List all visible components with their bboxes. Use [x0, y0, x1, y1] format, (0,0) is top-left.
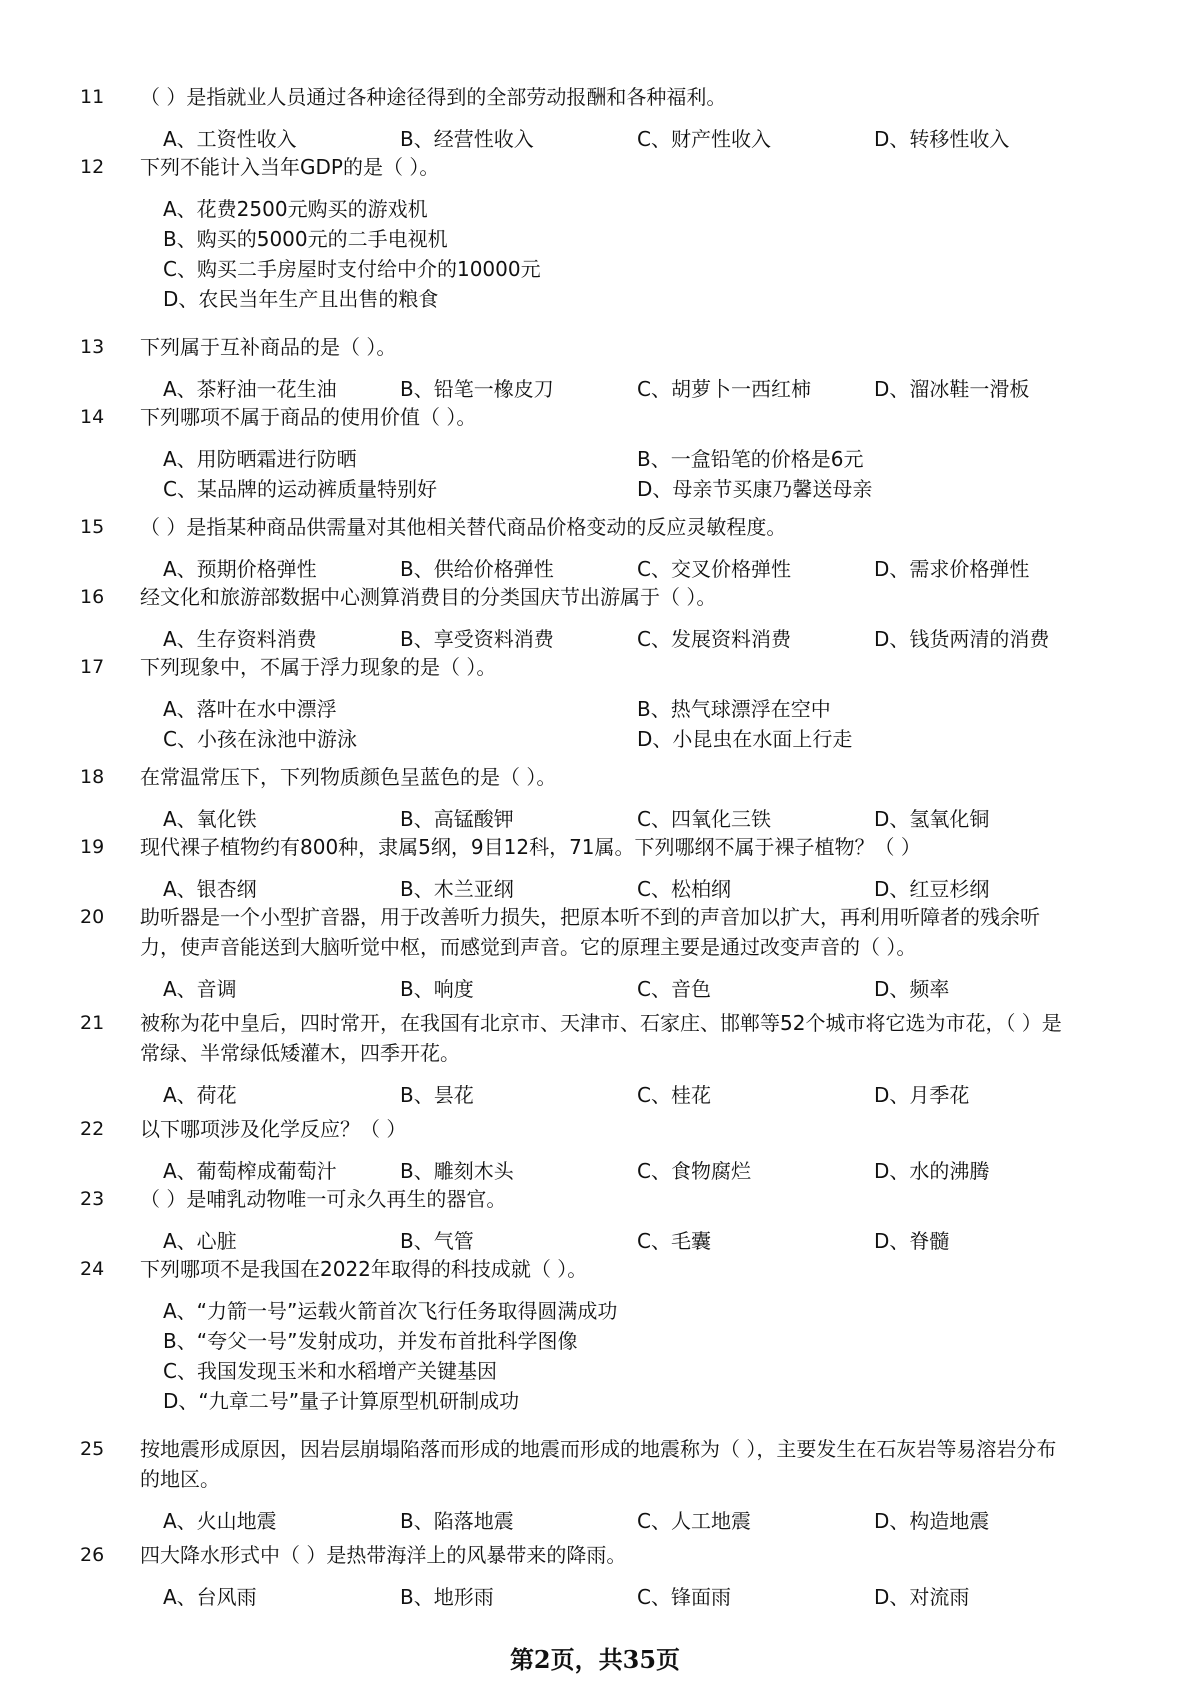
question-number: 14 — [80, 406, 105, 428]
option-b: B、雕刻木头 — [400, 1159, 514, 1183]
option-c: C、我国发现玉米和水稻增产关键基因 — [163, 1359, 497, 1383]
option-c: C、毛囊 — [637, 1229, 711, 1253]
option-a: A、用防晒霜进行防晒 — [163, 447, 357, 471]
question-text: 下列不能计入当年GDP的是（ ）。 — [140, 155, 440, 179]
option-d: D、水的沸腾 — [874, 1159, 990, 1183]
option-c: C、交叉价格弹性 — [637, 557, 791, 581]
option-d: D、脊髓 — [874, 1229, 950, 1253]
option-d: D、农民当年生产且出售的粮食 — [163, 287, 439, 311]
question-12 — [0, 152, 1190, 314]
option-c: C、小孩在泳池中游泳 — [163, 727, 357, 751]
question-text: 四大降水形式中（ ）是热带海洋上的风暴带来的降雨。 — [140, 1543, 627, 1567]
question-number: 18 — [80, 766, 105, 788]
option-a: A、落叶在水中漂浮 — [163, 697, 337, 721]
option-a: A、音调 — [163, 977, 237, 1001]
option-d: D、对流雨 — [874, 1585, 970, 1609]
question-25 — [0, 1434, 1190, 1536]
question-11 — [0, 82, 1190, 154]
option-a: A、氧化铁 — [163, 807, 257, 831]
option-d: D、氢氧化铜 — [874, 807, 990, 831]
option-a: A、“力箭一号”运载火箭首次飞行任务取得圆满成功 — [163, 1299, 618, 1323]
page-footer: 第2页，共35页 — [509, 1645, 681, 1674]
question-text: 下列哪项不属于商品的使用价值（ ）。 — [140, 405, 477, 429]
option-b: B、经营性收入 — [400, 127, 534, 151]
option-b: B、供给价格弹性 — [400, 557, 554, 581]
option-a: A、花费2500元购买的游戏机 — [163, 197, 428, 221]
question-text: 在常温常压下，下列物质颜色呈蓝色的是（ ）。 — [140, 765, 557, 789]
question-number: 17 — [80, 656, 105, 678]
question-number: 13 — [80, 336, 105, 358]
option-b: B、享受资料消费 — [400, 627, 554, 651]
option-d: D、钱货两清的消费 — [874, 627, 1050, 651]
question-text: 经文化和旅游部数据中心测算消费目的分类国庆节出游属于（ ）。 — [140, 585, 717, 609]
option-c: C、胡萝卜一西红柿 — [637, 377, 811, 401]
question-20 — [0, 902, 1190, 1004]
option-a: A、心脏 — [163, 1229, 237, 1253]
option-b: B、铅笔一橡皮刀 — [400, 377, 554, 401]
option-d: D、溜冰鞋一滑板 — [874, 377, 1030, 401]
question-number: 22 — [80, 1118, 105, 1140]
question-text: 下列属于互补商品的是（ ）。 — [140, 335, 397, 359]
question-number: 16 — [80, 586, 105, 608]
question-text: 下列现象中，不属于浮力现象的是（ ）。 — [140, 655, 497, 679]
question-text: 被称为花中皇后，四时常开，在我国有北京市、天津市、石家庄、邯郸等52个城市将它选为市花，（ ）是常绿、半常绿低矮灌木，四季开花。 — [140, 1011, 1062, 1065]
option-c: C、发展资料消费 — [637, 627, 791, 651]
option-b: B、木兰亚纲 — [400, 877, 514, 901]
question-19 — [0, 832, 1190, 904]
option-d: D、红豆杉纲 — [874, 877, 990, 901]
question-13 — [0, 332, 1190, 404]
question-text: 以下哪项涉及化学反应？（ ） — [140, 1117, 407, 1141]
question-15 — [0, 512, 1190, 584]
question-24 — [0, 1254, 1190, 1416]
option-a: A、预期价格弹性 — [163, 557, 317, 581]
question-number: 23 — [80, 1188, 105, 1210]
question-26 — [0, 1540, 1190, 1612]
option-b: B、响度 — [400, 977, 474, 1001]
option-a: A、工资性收入 — [163, 127, 297, 151]
option-b: B、一盒铅笔的价格是6元 — [637, 447, 864, 471]
question-number: 24 — [80, 1258, 105, 1280]
option-d: D、“九章二号”量子计算原型机研制成功 — [163, 1389, 520, 1413]
option-c: C、音色 — [637, 977, 711, 1001]
option-c: C、四氧化三铁 — [637, 807, 771, 831]
option-c: C、桂花 — [637, 1083, 711, 1107]
option-b: B、地形雨 — [400, 1585, 494, 1609]
option-a: A、火山地震 — [163, 1509, 277, 1533]
question-number: 15 — [80, 516, 105, 538]
option-c: C、锋面雨 — [637, 1585, 731, 1609]
option-b: B、高锰酸钾 — [400, 807, 514, 831]
question-text: 下列哪项不是我国在2022年取得的科技成就（ ）。 — [140, 1257, 588, 1281]
option-c: C、购买二手房屋时支付给中介的10000元 — [163, 257, 541, 281]
question-number: 21 — [80, 1012, 105, 1034]
option-a: A、台风雨 — [163, 1585, 257, 1609]
question-18 — [0, 762, 1190, 834]
option-b: B、购买的5000元的二手电视机 — [163, 227, 448, 251]
question-text: 助听器是一个小型扩音器，用于改善听力损失，把原本听不到的声音加以扩大，再利用听障者的残余听力，使声音能送到大脑听觉中枢，而感觉到声音。它的原理主要是通过改变声音的（ ）。 — [140, 905, 1040, 959]
option-d: D、母亲节买康乃馨送母亲 — [637, 477, 873, 501]
option-d: D、小昆虫在水面上行走 — [637, 727, 853, 751]
option-d: D、构造地震 — [874, 1509, 990, 1533]
option-a: A、银杏纲 — [163, 877, 257, 901]
question-number: 20 — [80, 906, 105, 928]
question-number: 19 — [80, 836, 105, 858]
question-text: 现代裸子植物约有800种，隶属5纲，9目12科，71属。下列哪纲不属于裸子植物？（ ） — [140, 835, 921, 859]
question-text: （ ）是指某种商品供需量对其他相关替代商品价格变动的反应灵敏程度。 — [140, 515, 787, 539]
option-a: A、荷花 — [163, 1083, 237, 1107]
option-b: B、热气球漂浮在空中 — [637, 697, 831, 721]
option-b: B、气管 — [400, 1229, 474, 1253]
question-14 — [0, 402, 1190, 504]
option-b: B、“夸父一号”发射成功，并发布首批科学图像 — [163, 1329, 578, 1353]
option-b: B、陷落地震 — [400, 1509, 514, 1533]
question-number: 11 — [80, 86, 105, 108]
question-22 — [0, 1114, 1190, 1186]
option-a: A、茶籽油一花生油 — [163, 377, 337, 401]
option-d: D、月季花 — [874, 1083, 970, 1107]
question-text: （ ）是指就业人员通过各种途径得到的全部劳动报酬和各种福利。 — [140, 85, 727, 109]
question-number: 12 — [80, 156, 105, 178]
option-c: C、松柏纲 — [637, 877, 731, 901]
option-d: D、转移性收入 — [874, 127, 1010, 151]
option-c: C、财产性收入 — [637, 127, 771, 151]
option-d: D、需求价格弹性 — [874, 557, 1030, 581]
question-21 — [0, 1008, 1190, 1110]
question-17 — [0, 652, 1190, 754]
option-c: C、人工地震 — [637, 1509, 751, 1533]
option-c: C、某品牌的运动裤质量特别好 — [163, 477, 437, 501]
question-16 — [0, 582, 1190, 654]
question-23 — [0, 1184, 1190, 1256]
option-a: A、葡萄榨成葡萄汁 — [163, 1159, 337, 1183]
question-number: 26 — [80, 1544, 105, 1566]
option-b: B、昙花 — [400, 1083, 474, 1107]
option-a: A、生存资料消费 — [163, 627, 317, 651]
option-c: C、食物腐烂 — [637, 1159, 751, 1183]
option-d: D、频率 — [874, 977, 950, 1001]
question-text: 按地震形成原因，因岩层崩塌陷落而形成的地震而形成的地震称为（ ），主要发生在石灰岩等易溶岩分布的地区。 — [140, 1437, 1057, 1491]
question-number: 25 — [80, 1438, 105, 1460]
question-text: （ ）是哺乳动物唯一可永久再生的器官。 — [140, 1187, 507, 1211]
